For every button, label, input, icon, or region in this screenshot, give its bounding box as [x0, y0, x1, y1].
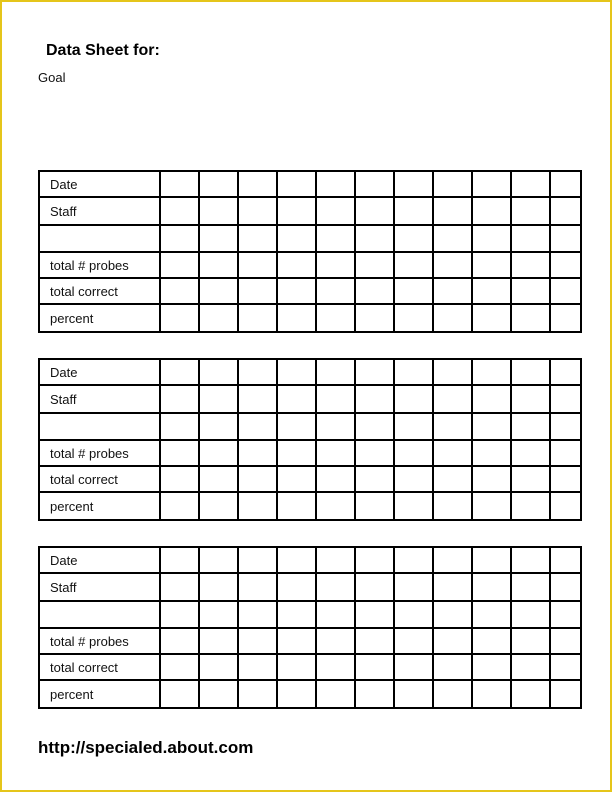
- entry-cell[interactable]: [160, 654, 199, 680]
- table-row: [39, 466, 581, 492]
- entry-cell[interactable]: [199, 601, 238, 628]
- entry-cell[interactable]: [238, 171, 277, 197]
- page-title: Data Sheet for:: [46, 42, 160, 59]
- entry-cell[interactable]: [394, 171, 433, 197]
- entry-cell[interactable]: [238, 278, 277, 304]
- entry-cell[interactable]: [394, 197, 433, 225]
- table-row: [39, 492, 581, 520]
- entry-cell[interactable]: [472, 252, 511, 278]
- entry-cell[interactable]: [394, 278, 433, 304]
- entry-cell[interactable]: [511, 654, 550, 680]
- entry-cell[interactable]: [316, 654, 355, 680]
- entry-cell[interactable]: [550, 680, 581, 708]
- entry-cell[interactable]: [238, 628, 277, 654]
- table-row: [39, 654, 581, 680]
- entry-cell[interactable]: [394, 601, 433, 628]
- entry-cell[interactable]: [238, 225, 277, 252]
- entry-cell[interactable]: [511, 466, 550, 492]
- table-row: [39, 680, 581, 708]
- entry-cell[interactable]: [394, 304, 433, 332]
- entry-cell[interactable]: [355, 359, 394, 385]
- entry-cell[interactable]: [316, 680, 355, 708]
- entry-cell[interactable]: [238, 573, 277, 601]
- entry-cell[interactable]: [316, 278, 355, 304]
- entry-cell[interactable]: [238, 359, 277, 385]
- entry-cell[interactable]: [199, 304, 238, 332]
- entry-cell[interactable]: [433, 225, 472, 252]
- entry-cell[interactable]: [160, 225, 199, 252]
- entry-cell[interactable]: [277, 466, 316, 492]
- entry-cell[interactable]: [277, 680, 316, 708]
- entry-cell[interactable]: [316, 225, 355, 252]
- entry-cell[interactable]: [394, 385, 433, 413]
- row-label: [39, 413, 160, 440]
- entry-cell[interactable]: [472, 654, 511, 680]
- entry-cell[interactable]: [550, 413, 581, 440]
- entry-cell[interactable]: [511, 225, 550, 252]
- entry-cell[interactable]: [160, 304, 199, 332]
- entry-cell[interactable]: [394, 492, 433, 520]
- entry-cell[interactable]: [160, 573, 199, 601]
- table-row: [39, 440, 581, 466]
- entry-cell[interactable]: [199, 359, 238, 385]
- entry-cell[interactable]: [472, 413, 511, 440]
- entry-cell[interactable]: [160, 466, 199, 492]
- entry-cell[interactable]: [355, 440, 394, 466]
- entry-cell[interactable]: [433, 680, 472, 708]
- data-table: [38, 170, 582, 333]
- entry-cell[interactable]: [394, 628, 433, 654]
- entry-cell[interactable]: [199, 278, 238, 304]
- row-label: total correct: [39, 654, 160, 680]
- entry-cell[interactable]: [199, 654, 238, 680]
- entry-cell[interactable]: [277, 601, 316, 628]
- entry-cell[interactable]: [433, 385, 472, 413]
- entry-cell[interactable]: [355, 654, 394, 680]
- row-label: Staff: [39, 197, 160, 225]
- entry-cell[interactable]: [433, 492, 472, 520]
- entry-cell[interactable]: [160, 492, 199, 520]
- table-row: [39, 359, 581, 385]
- row-label: total # probes: [39, 628, 160, 654]
- entry-cell[interactable]: [277, 225, 316, 252]
- entry-cell[interactable]: [511, 573, 550, 601]
- entry-cell[interactable]: [550, 197, 581, 225]
- row-label: total correct: [39, 466, 160, 492]
- table-row: [39, 573, 581, 601]
- entry-cell[interactable]: [160, 680, 199, 708]
- row-label: total correct: [39, 278, 160, 304]
- entry-cell[interactable]: [355, 466, 394, 492]
- entry-cell[interactable]: [472, 359, 511, 385]
- entry-cell[interactable]: [199, 573, 238, 601]
- table-row: [39, 252, 581, 278]
- entry-cell[interactable]: [277, 359, 316, 385]
- entry-cell[interactable]: [394, 547, 433, 573]
- footer-url[interactable]: http://specialed.about.com: [38, 738, 254, 757]
- row-label: [39, 225, 160, 252]
- entry-cell[interactable]: [472, 278, 511, 304]
- entry-cell[interactable]: [550, 304, 581, 332]
- entry-cell[interactable]: [277, 413, 316, 440]
- row-label: [39, 601, 160, 628]
- entry-cell[interactable]: [199, 252, 238, 278]
- entry-cell[interactable]: [433, 601, 472, 628]
- entry-cell[interactable]: [238, 466, 277, 492]
- entry-cell[interactable]: [160, 171, 199, 197]
- entry-cell[interactable]: [238, 680, 277, 708]
- row-label: Date: [39, 359, 160, 385]
- entry-cell[interactable]: [511, 197, 550, 225]
- entry-cell[interactable]: [433, 304, 472, 332]
- data-table: [38, 546, 582, 709]
- entry-cell[interactable]: [472, 385, 511, 413]
- entry-cell[interactable]: [316, 413, 355, 440]
- entry-cell[interactable]: [550, 171, 581, 197]
- entry-cell[interactable]: [199, 197, 238, 225]
- entry-cell[interactable]: [511, 628, 550, 654]
- entry-cell[interactable]: [316, 197, 355, 225]
- entry-cell[interactable]: [355, 492, 394, 520]
- entry-cell[interactable]: [433, 171, 472, 197]
- entry-cell[interactable]: [511, 304, 550, 332]
- entry-cell[interactable]: [277, 304, 316, 332]
- entry-cell[interactable]: [238, 547, 277, 573]
- entry-cell[interactable]: [472, 304, 511, 332]
- row-label: Date: [39, 547, 160, 573]
- entry-cell[interactable]: [550, 573, 581, 601]
- goal-label: Goal: [38, 70, 66, 85]
- entry-cell[interactable]: [550, 466, 581, 492]
- entry-cell[interactable]: [511, 601, 550, 628]
- entry-cell[interactable]: [277, 492, 316, 520]
- entry-cell[interactable]: [316, 466, 355, 492]
- row-label: percent: [39, 680, 160, 708]
- entry-cell[interactable]: [511, 359, 550, 385]
- entry-cell[interactable]: [355, 252, 394, 278]
- entry-cell[interactable]: [355, 225, 394, 252]
- entry-cell[interactable]: [355, 413, 394, 440]
- entry-cell[interactable]: [238, 413, 277, 440]
- entry-cell[interactable]: [160, 359, 199, 385]
- entry-cell[interactable]: [160, 413, 199, 440]
- entry-cell[interactable]: [550, 628, 581, 654]
- table-row: [39, 385, 581, 413]
- entry-cell[interactable]: [433, 466, 472, 492]
- entry-cell[interactable]: [511, 252, 550, 278]
- entry-cell[interactable]: [316, 601, 355, 628]
- entry-cell[interactable]: [316, 385, 355, 413]
- entry-cell[interactable]: [550, 278, 581, 304]
- entry-cell[interactable]: [355, 197, 394, 225]
- entry-cell[interactable]: [433, 573, 472, 601]
- entry-cell[interactable]: [160, 278, 199, 304]
- entry-cell[interactable]: [238, 601, 277, 628]
- entry-cell[interactable]: [472, 628, 511, 654]
- entry-cell[interactable]: [550, 492, 581, 520]
- entry-cell[interactable]: [316, 547, 355, 573]
- table-row: [39, 225, 581, 252]
- entry-cell[interactable]: [277, 385, 316, 413]
- data-table: [38, 358, 582, 521]
- entry-cell[interactable]: [394, 680, 433, 708]
- entry-cell[interactable]: [160, 601, 199, 628]
- entry-cell[interactable]: [277, 278, 316, 304]
- row-label: Date: [39, 171, 160, 197]
- table-row: [39, 628, 581, 654]
- entry-cell[interactable]: [277, 628, 316, 654]
- entry-cell[interactable]: [199, 547, 238, 573]
- entry-cell[interactable]: [277, 252, 316, 278]
- entry-cell[interactable]: [394, 225, 433, 252]
- entry-cell[interactable]: [394, 413, 433, 440]
- entry-cell[interactable]: [238, 654, 277, 680]
- entry-cell[interactable]: [394, 573, 433, 601]
- entry-cell[interactable]: [355, 304, 394, 332]
- entry-cell[interactable]: [199, 225, 238, 252]
- entry-cell[interactable]: [199, 440, 238, 466]
- entry-cell[interactable]: [355, 680, 394, 708]
- entry-cell[interactable]: [511, 385, 550, 413]
- row-label: percent: [39, 304, 160, 332]
- entry-cell[interactable]: [355, 385, 394, 413]
- entry-cell[interactable]: [511, 278, 550, 304]
- entry-cell[interactable]: [160, 252, 199, 278]
- entry-cell[interactable]: [316, 492, 355, 520]
- entry-cell[interactable]: [550, 359, 581, 385]
- entry-cell[interactable]: [550, 440, 581, 466]
- table-row: [39, 547, 581, 573]
- entry-cell[interactable]: [511, 547, 550, 573]
- entry-cell[interactable]: [355, 573, 394, 601]
- entry-cell[interactable]: [160, 628, 199, 654]
- entry-cell[interactable]: [550, 547, 581, 573]
- entry-cell[interactable]: [550, 654, 581, 680]
- entry-cell[interactable]: [160, 385, 199, 413]
- entry-cell[interactable]: [472, 197, 511, 225]
- table-row: [39, 171, 581, 197]
- entry-cell[interactable]: [511, 492, 550, 520]
- row-label: Staff: [39, 573, 160, 601]
- entry-cell[interactable]: [394, 359, 433, 385]
- entry-cell[interactable]: [511, 440, 550, 466]
- entry-cell[interactable]: [472, 680, 511, 708]
- entry-cell[interactable]: [355, 171, 394, 197]
- entry-cell[interactable]: [355, 278, 394, 304]
- entry-cell[interactable]: [238, 440, 277, 466]
- entry-cell[interactable]: [550, 385, 581, 413]
- entry-cell[interactable]: [394, 466, 433, 492]
- entry-cell[interactable]: [355, 628, 394, 654]
- entry-cell[interactable]: [355, 547, 394, 573]
- entry-cell[interactable]: [511, 413, 550, 440]
- entry-cell[interactable]: [277, 654, 316, 680]
- entry-cell[interactable]: [199, 466, 238, 492]
- entry-cell[interactable]: [550, 252, 581, 278]
- entry-cell[interactable]: [433, 654, 472, 680]
- entry-cell[interactable]: [550, 601, 581, 628]
- entry-cell[interactable]: [433, 359, 472, 385]
- entry-cell[interactable]: [199, 680, 238, 708]
- entry-cell[interactable]: [277, 547, 316, 573]
- entry-cell[interactable]: [394, 440, 433, 466]
- entry-cell[interactable]: [433, 197, 472, 225]
- entry-cell[interactable]: [199, 385, 238, 413]
- entry-cell[interactable]: [433, 252, 472, 278]
- entry-cell[interactable]: [316, 359, 355, 385]
- table-row: [39, 413, 581, 440]
- entry-cell[interactable]: [238, 252, 277, 278]
- entry-cell[interactable]: [472, 492, 511, 520]
- entry-cell[interactable]: [472, 547, 511, 573]
- entry-cell[interactable]: [433, 547, 472, 573]
- entry-cell[interactable]: [472, 171, 511, 197]
- entry-cell[interactable]: [238, 197, 277, 225]
- entry-cell[interactable]: [472, 573, 511, 601]
- entry-cell[interactable]: [433, 440, 472, 466]
- entry-cell[interactable]: [199, 492, 238, 520]
- entry-cell[interactable]: [472, 440, 511, 466]
- entry-cell[interactable]: [277, 197, 316, 225]
- entry-cell[interactable]: [316, 304, 355, 332]
- entry-cell[interactable]: [160, 197, 199, 225]
- table-row: [39, 197, 581, 225]
- row-label: Staff: [39, 385, 160, 413]
- entry-cell[interactable]: [472, 601, 511, 628]
- entry-cell[interactable]: [277, 573, 316, 601]
- entry-cell[interactable]: [316, 252, 355, 278]
- entry-cell[interactable]: [238, 304, 277, 332]
- entry-cell[interactable]: [472, 466, 511, 492]
- entry-cell[interactable]: [199, 628, 238, 654]
- row-label: total # probes: [39, 440, 160, 466]
- entry-cell[interactable]: [433, 628, 472, 654]
- entry-cell[interactable]: [238, 492, 277, 520]
- entry-cell[interactable]: [238, 385, 277, 413]
- entry-cell[interactable]: [316, 440, 355, 466]
- entry-cell[interactable]: [199, 413, 238, 440]
- row-label: total # probes: [39, 252, 160, 278]
- entry-cell[interactable]: [511, 171, 550, 197]
- entry-cell[interactable]: [433, 278, 472, 304]
- entry-cell[interactable]: [277, 440, 316, 466]
- entry-cell[interactable]: [394, 654, 433, 680]
- entry-cell[interactable]: [277, 171, 316, 197]
- row-label: percent: [39, 492, 160, 520]
- entry-cell[interactable]: [199, 171, 238, 197]
- entry-cell[interactable]: [433, 413, 472, 440]
- entry-cell[interactable]: [160, 440, 199, 466]
- entry-cell[interactable]: [511, 680, 550, 708]
- entry-cell[interactable]: [316, 573, 355, 601]
- table-row: [39, 304, 581, 332]
- entry-cell[interactable]: [316, 628, 355, 654]
- table-row: [39, 278, 581, 304]
- entry-cell[interactable]: [394, 252, 433, 278]
- entry-cell[interactable]: [160, 547, 199, 573]
- entry-cell[interactable]: [550, 225, 581, 252]
- entry-cell[interactable]: [472, 225, 511, 252]
- table-row: [39, 601, 581, 628]
- entry-cell[interactable]: [316, 171, 355, 197]
- entry-cell[interactable]: [355, 601, 394, 628]
